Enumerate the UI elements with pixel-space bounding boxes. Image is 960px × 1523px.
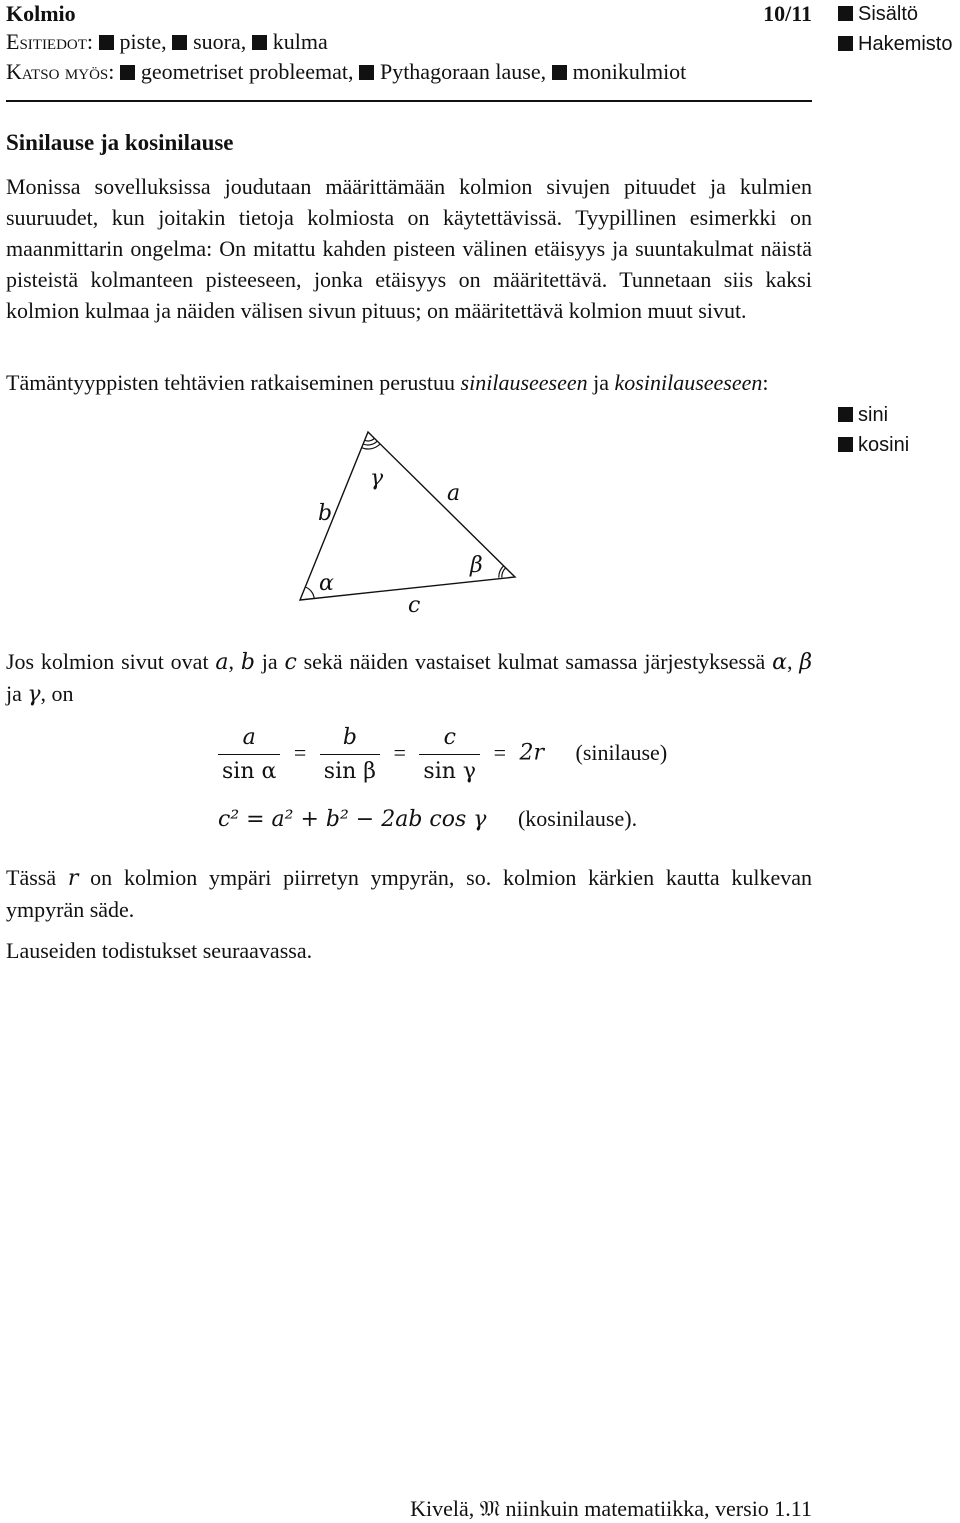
gamma-arc-2 xyxy=(363,441,377,445)
intro-paragraph: Monissa sovelluksissa joudutaan määrittämään kolmion sivujen pituudet ja kulmien suuruudet, kun joitakin tietoja kolmiosta on käytettävissä. Tyypillinen esimerkki on maanmittarin ongelma: On mitattu kahden pisteen välinen etäisyys ja suuntakulmat näistä pisteistä kolmanteen pisteeseen, jonka etäisyys on määritettävä. Tunnetaan siis kaksi kolmion kulmaa ja näiden välisen sivun pituus; on määritettävä kolmion muut sivut. xyxy=(6,174,812,323)
square-bullet-icon xyxy=(838,36,853,51)
sidebar-link-sini[interactable]: sini xyxy=(838,403,888,427)
cosine-rule-formula xyxy=(218,806,637,832)
see-also-link-geometriset[interactable]: geometriset probleemat, xyxy=(120,59,354,84)
sidebar-link-kosini[interactable]: kosini xyxy=(838,433,909,457)
square-bullet-icon xyxy=(838,6,853,21)
circumradius-paragraph: Tässä r on kolmion ympäri piirretyn ympyrän, so. kolmion kärkien kautta kulkevan ympyrän säde. xyxy=(6,865,813,922)
cosine-rule-expression: c² = a² + b² − 2ab cos γ xyxy=(218,807,487,832)
sidebar-link-index[interactable]: Hakemisto xyxy=(838,32,952,56)
footer-credit: Kivelä, 𝔐 niinkuin matematiikka, versio 1.11 xyxy=(410,1496,812,1521)
prerequisites-label: Esitiedot: xyxy=(6,29,94,54)
prereq-link-piste[interactable]: piste, xyxy=(99,29,167,54)
lead-paragraph: Tämäntyyppisten tehtävien ratkaiseminen perustuu sinilauseeseen ja kosinilauseeseen: xyxy=(6,370,769,395)
prerequisites-row xyxy=(6,28,328,56)
gamma-arc-1 xyxy=(365,438,375,441)
square-bullet-icon xyxy=(838,407,853,422)
cosine-rule-label: (kosinilause). xyxy=(517,806,638,831)
side-label-b: b xyxy=(318,501,333,526)
see-also-row xyxy=(6,58,686,86)
document-title: Kolmio xyxy=(6,1,76,26)
square-bullet-icon xyxy=(99,35,114,50)
proofs-note: Lauseiden todistukset seuraavassa. xyxy=(6,938,313,963)
see-also-label: Katso myös: xyxy=(6,59,115,84)
square-bullet-icon xyxy=(172,35,187,50)
square-bullet-icon xyxy=(252,35,267,50)
angle-label-alpha: α xyxy=(319,571,334,596)
see-also-link-monikulmiot[interactable]: monikulmiot xyxy=(552,59,687,84)
sidebar-link-contents[interactable]: Sisältö xyxy=(838,2,918,26)
side-label-a: a xyxy=(447,481,461,506)
header-divider xyxy=(6,100,812,102)
sine-rule-formula: $\frac{a}{\text{sin α}}$ = $\frac{b}{\text{sin β}}$ = $\frac{c}{\text{sin γ}}$ = 2r (sinilause) xyxy=(218,725,667,784)
fraction-b: $\frac{b}{\text{sin β}}$ xyxy=(320,725,380,784)
angle-label-beta: β xyxy=(470,553,483,578)
section-title: Sinilause ja kosinilause xyxy=(6,130,234,155)
sine-rule-term: sinilauseeseen xyxy=(460,370,588,395)
square-bullet-icon xyxy=(120,65,135,80)
alpha-arc xyxy=(305,587,314,599)
sine-rule-rhs: 2r xyxy=(519,740,544,766)
prereq-link-kulma[interactable]: kulma xyxy=(252,29,328,54)
fraction-c: $\frac{c}{\text{sin γ}}$ xyxy=(419,725,480,784)
triangle-diagram xyxy=(290,420,530,620)
square-bullet-icon xyxy=(359,65,374,80)
square-bullet-icon xyxy=(838,437,853,452)
cosine-rule-term: kosinilauseeseen xyxy=(614,370,763,395)
prereq-link-suora[interactable]: suora, xyxy=(172,29,246,54)
see-also-link-pythagoras[interactable]: Pythagoraan lause, xyxy=(359,59,546,84)
side-label-c: c xyxy=(408,593,421,618)
sine-rule-label: (sinilause) xyxy=(575,739,668,765)
definition-paragraph: Jos kolmion sivut ovat a, b ja c sekä näiden vastaiset kulmat samassa järjestyksessä α, β ja γ, on xyxy=(6,649,813,707)
square-bullet-icon xyxy=(552,65,567,80)
fraction-a: $\frac{a}{\text{sin α}}$ xyxy=(218,725,280,784)
beta-arc-1 xyxy=(502,568,506,578)
angle-label-gamma: γ xyxy=(370,466,384,491)
page-number: 10/11 xyxy=(763,1,812,26)
